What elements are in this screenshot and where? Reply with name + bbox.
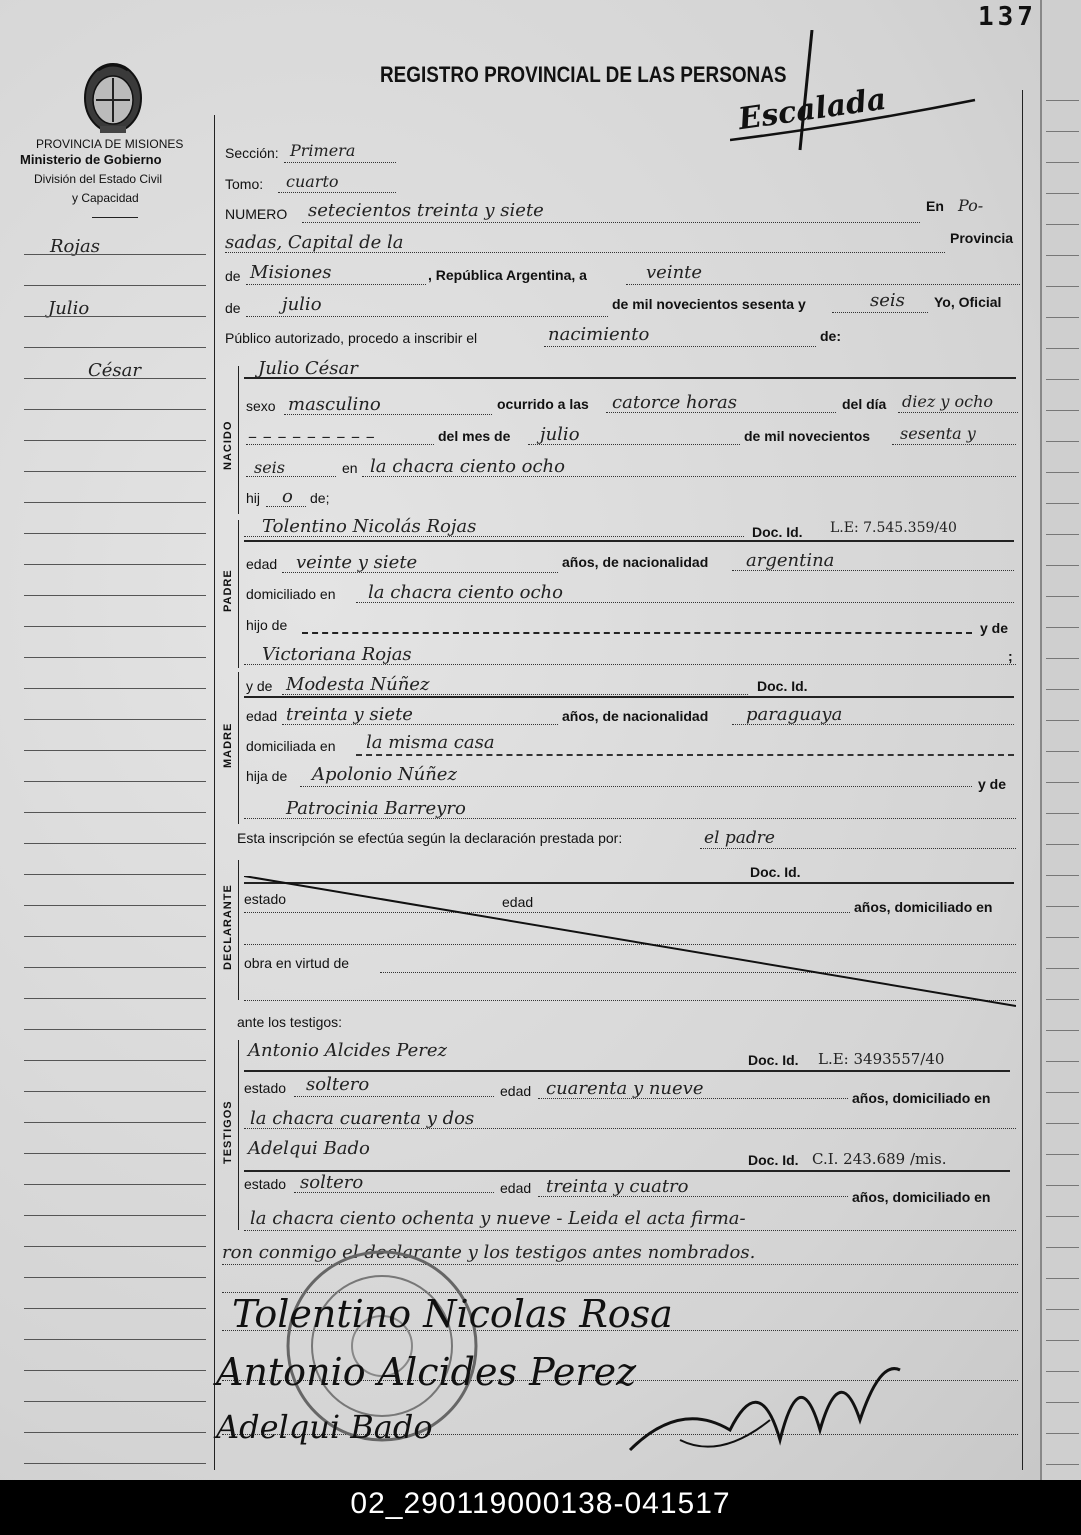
strip-rule — [1046, 162, 1079, 163]
strip-rule — [1046, 503, 1079, 504]
page-title: REGISTRO PROVINCIAL DE LAS PERSONAS — [380, 62, 787, 87]
mes-value: julio — [282, 294, 322, 315]
declarante-obra-label: obra en virtud de — [244, 955, 350, 971]
strip-rule — [1046, 968, 1079, 969]
declarante-edad-label: edad — [502, 894, 534, 910]
mil-label: de mil novecientos sesenta y — [612, 296, 806, 312]
signature-padre: Tolentino Nicolas Rosa — [232, 1292, 673, 1336]
margin-rule — [24, 316, 206, 317]
padre-yde-label: y de — [980, 620, 1009, 636]
margin-rule — [24, 812, 206, 813]
signature-testigo2: Adelqui Bado — [216, 1408, 433, 1446]
en-value2: sadas, Capital de la — [225, 232, 404, 253]
en-value1: Po- — [958, 196, 984, 215]
t2-estado-label: estado — [244, 1176, 287, 1192]
padre-nac-value: argentina — [746, 550, 835, 571]
margin-rule — [24, 1153, 206, 1154]
margin-rule — [24, 781, 206, 782]
dia-value: veinte — [646, 262, 703, 283]
signature-testigo1: Antonio Alcides Perez — [216, 1350, 637, 1394]
org-line2: Ministerio de Gobierno — [20, 152, 162, 167]
madre-yde2-label: y de — [978, 776, 1007, 792]
madre-label: MADRE — [222, 722, 234, 768]
margin-rule — [24, 595, 206, 596]
padre-edad-label: edad — [246, 556, 278, 572]
strip-rule — [1046, 751, 1079, 752]
coat-of-arms-icon — [78, 58, 148, 136]
margin-rule — [24, 533, 206, 534]
nacido-anio2: seis — [254, 458, 286, 477]
strip-rule — [1046, 813, 1079, 814]
org-line4: y Capacidad — [72, 191, 139, 205]
margin-rule — [24, 1308, 206, 1309]
t2-nombre: Adelqui Bado — [248, 1138, 370, 1159]
strip-rule — [1046, 1247, 1079, 1248]
strip-rule — [1046, 1123, 1079, 1124]
strip-rule — [1046, 689, 1079, 690]
strip-rule — [1046, 100, 1079, 101]
padre-nombre: Tolentino Nicolás Rojas — [262, 516, 477, 537]
madre-yde-label: y de — [246, 678, 273, 694]
margin-rule — [24, 874, 206, 875]
declaracion-label: Esta inscripción se efectúa según la declaración prestada por: — [237, 830, 623, 846]
page-number: 137 — [978, 2, 1037, 32]
t1-edad: cuarenta y nueve — [546, 1078, 704, 1099]
seccion-label: Sección: — [225, 145, 279, 161]
delmes-label: del mes de — [438, 428, 511, 444]
margin-rule — [24, 1060, 206, 1061]
strip-rule — [1046, 348, 1079, 349]
declaracion-value: el padre — [704, 828, 775, 848]
acto-value: nacimiento — [548, 324, 650, 345]
margin-rule — [24, 1246, 206, 1247]
madre-padre: Apolonio Núñez — [312, 764, 457, 785]
hora-value: catorce horas — [612, 392, 737, 413]
strip-rule — [1046, 1433, 1079, 1434]
strip-rule — [1046, 875, 1079, 876]
madre-madre: Patrocinia Barreyro — [286, 798, 466, 819]
strip-rule — [1046, 379, 1079, 380]
provincia-value: Misiones — [250, 262, 332, 283]
margin-rule — [24, 378, 206, 379]
t1-nombre: Antonio Alcides Perez — [248, 1040, 447, 1061]
nacido-lugar: la chacra ciento ocho — [370, 456, 565, 477]
margin-rule — [24, 502, 206, 503]
publico-label: Público autorizado, procedo a inscribir el — [225, 330, 478, 346]
de-label: de — [225, 268, 241, 284]
strip-rule — [1046, 658, 1079, 659]
nacido-label: NACIDO — [222, 420, 234, 470]
strip-rule — [1046, 720, 1079, 721]
strip-rule — [1046, 224, 1079, 225]
margin-rule — [24, 1432, 206, 1433]
strip-rule — [1046, 534, 1079, 535]
provincia-label: Provincia — [950, 230, 1014, 246]
strip-rule — [1046, 131, 1079, 132]
nacido-de-label: de; — [310, 490, 330, 506]
madre-dom-label: domiciliada en — [246, 738, 336, 754]
padre-nac-label: años, de nacionalidad — [562, 554, 709, 570]
testigos-label: TESTIGOS — [222, 1100, 234, 1164]
declarante-doc-label: Doc. Id. — [750, 864, 801, 880]
margin-rule — [24, 719, 206, 720]
testigos-ante-label: ante los testigos: — [237, 1014, 343, 1030]
strip-rule — [1046, 286, 1079, 287]
strip-rule — [1046, 844, 1079, 845]
margin-rule — [24, 750, 206, 751]
strip-rule — [1046, 906, 1079, 907]
nacido-nombre: Julio César — [258, 358, 358, 379]
padre-madre: Victoriana Rojas — [262, 644, 412, 665]
t1-estado: soltero — [306, 1074, 370, 1095]
t2-doc-value: C.I. 243.689 /mis. — [812, 1150, 947, 1168]
t2-doc-label: Doc. Id. — [748, 1152, 799, 1168]
margin-rule — [24, 967, 206, 968]
de3-label: de: — [820, 328, 841, 344]
nacido-anio1: sesenta y — [900, 424, 976, 443]
official-signature-icon — [620, 1340, 920, 1470]
sexo-value: masculino — [288, 394, 381, 415]
margin-rule — [24, 1339, 206, 1340]
strip-rule — [1046, 1216, 1079, 1217]
nacido-dia-value: diez y ocho — [902, 392, 993, 411]
padre-doc-value: L.E: 7.545.359/40 — [830, 520, 957, 536]
t1-estado-label: estado — [244, 1080, 287, 1096]
declarante-anios-label: años, domiciliado en — [854, 899, 993, 915]
hij-label: hij — [246, 490, 261, 506]
tomo-label: Tomo: — [225, 176, 264, 192]
t2-dom: la chacra ciento ochenta y nueve - Leida el acta firma- — [250, 1208, 746, 1229]
nacido-dashes: – – – – – – – – – — [248, 426, 375, 447]
hij-value: o — [282, 486, 293, 507]
padre-doc-label: Doc. Id. — [752, 524, 803, 540]
t1-doc-value: L.E: 3493557/40 — [818, 1050, 945, 1068]
margin-rule — [24, 688, 206, 689]
en-label: En — [926, 198, 944, 214]
t1-doc-label: Doc. Id. — [748, 1052, 799, 1068]
de2-label: de — [225, 300, 241, 316]
margin-rule — [24, 1401, 206, 1402]
strip-rule — [1046, 937, 1079, 938]
padre-hijo-label: hijo de — [246, 617, 288, 633]
strip-rule — [1046, 1309, 1079, 1310]
t2-estado: soltero — [300, 1172, 364, 1193]
margin-rule — [24, 564, 206, 565]
madre-edad-value: treinta y siete — [286, 704, 413, 725]
madre-nac-label: años, de nacionalidad — [562, 708, 709, 724]
t2-edad-label: edad — [500, 1180, 532, 1196]
t1-anios-label: años, domiciliado en — [852, 1090, 991, 1106]
padre-dom-value: la chacra ciento ocho — [368, 582, 563, 603]
margin-rule — [24, 1463, 206, 1464]
strip-rule — [1046, 472, 1079, 473]
nacido-en-label: en — [342, 460, 358, 476]
strip-rule — [1046, 1154, 1079, 1155]
t1-edad-label: edad — [500, 1083, 532, 1099]
strip-rule — [1046, 410, 1079, 411]
deldia-label: del día — [842, 396, 887, 412]
margin-rule — [24, 936, 206, 937]
numero-value: setecientos treinta y siete — [308, 200, 544, 221]
madre-edad-label: edad — [246, 708, 278, 724]
ocurrido-label: ocurrido a las — [497, 396, 589, 412]
strip-rule — [1046, 255, 1079, 256]
strip-rule — [1046, 1402, 1079, 1403]
margin-rule — [24, 471, 206, 472]
margin-secondname: César — [88, 360, 141, 381]
seccion-value: Primera — [290, 141, 356, 160]
tomo-value: cuarto — [286, 172, 339, 191]
strip-rule — [1046, 1340, 1079, 1341]
org-line3: División del Estado Civil — [34, 172, 163, 186]
top-signature: Escalada — [736, 81, 889, 138]
strip-rule — [1046, 1092, 1079, 1093]
margin-rule — [24, 440, 206, 441]
strip-rule — [1046, 1030, 1079, 1031]
madre-dom-value: la misma casa — [366, 732, 495, 753]
strip-rule — [1046, 1061, 1079, 1062]
strip-rule — [1046, 782, 1079, 783]
margin-surname: Rojas — [50, 236, 100, 257]
strip-rule — [1046, 1371, 1079, 1372]
org-line1: PROVINCIA DE MISIONES — [36, 137, 184, 151]
closing-text: ron conmigo el declarante y los testigos antes nombrados. — [222, 1242, 756, 1263]
margin-rule — [24, 409, 206, 410]
nacido-mes-value: julio — [540, 424, 580, 445]
numero-label: NUMERO — [225, 206, 288, 222]
t2-edad: treinta y cuatro — [546, 1176, 689, 1197]
margin-rule — [24, 1122, 206, 1123]
anio-value: seis — [870, 290, 905, 311]
padre-label: PADRE — [222, 569, 234, 612]
margin-rule — [24, 1184, 206, 1185]
margin-rule — [24, 1370, 206, 1371]
madre-hija-label: hija de — [246, 768, 288, 784]
padre-semicolon: ; — [1008, 648, 1013, 664]
right-ledger-strip — [1040, 0, 1081, 1480]
margin-firstname: Julio — [48, 298, 90, 319]
strip-rule — [1046, 193, 1079, 194]
t1-dom: la chacra cuarenta y dos — [250, 1108, 475, 1129]
margin-rule — [24, 843, 206, 844]
t2-anios-label: años, domiciliado en — [852, 1189, 991, 1205]
margin-rule — [24, 254, 206, 255]
strip-rule — [1046, 565, 1079, 566]
madre-nac-value: paraguaya — [746, 704, 843, 725]
declarante-label: DECLARANTE — [222, 884, 234, 970]
margin-rule — [24, 1029, 206, 1030]
strip-rule — [1046, 1278, 1079, 1279]
margin-rule — [24, 998, 206, 999]
declarante-estado-label: estado — [244, 891, 287, 907]
margin-rule — [24, 626, 206, 627]
nacido-mil-label: de mil novecientos — [744, 428, 871, 444]
declarante-strike-icon — [244, 876, 1016, 1008]
madre-nombre: Modesta Núñez — [286, 674, 430, 695]
sexo-label: sexo — [246, 398, 276, 414]
margin-rule — [24, 905, 206, 906]
republica-label: , República Argentina, a — [428, 267, 587, 283]
strip-rule — [1046, 596, 1079, 597]
footer-code: 02_290119000138-041517 — [0, 1480, 1081, 1535]
margin-rule — [24, 1091, 206, 1092]
strip-rule — [1046, 441, 1079, 442]
margin-rule — [24, 657, 206, 658]
strip-rule — [1046, 999, 1079, 1000]
yo-label: Yo, Oficial — [934, 294, 1002, 310]
padre-dom-label: domiciliado en — [246, 586, 336, 602]
strip-rule — [1046, 317, 1079, 318]
madre-doc-label: Doc. Id. — [757, 678, 808, 694]
margin-rule — [24, 347, 206, 348]
margin-rule — [24, 1277, 206, 1278]
strip-rule — [1046, 627, 1079, 628]
padre-edad-value: veinte y siete — [296, 552, 418, 573]
strip-rule — [1046, 1464, 1079, 1465]
signature-flourish-icon — [730, 30, 990, 160]
strip-rule — [1046, 1185, 1079, 1186]
margin-rule — [24, 285, 206, 286]
margin-rule — [24, 1215, 206, 1216]
